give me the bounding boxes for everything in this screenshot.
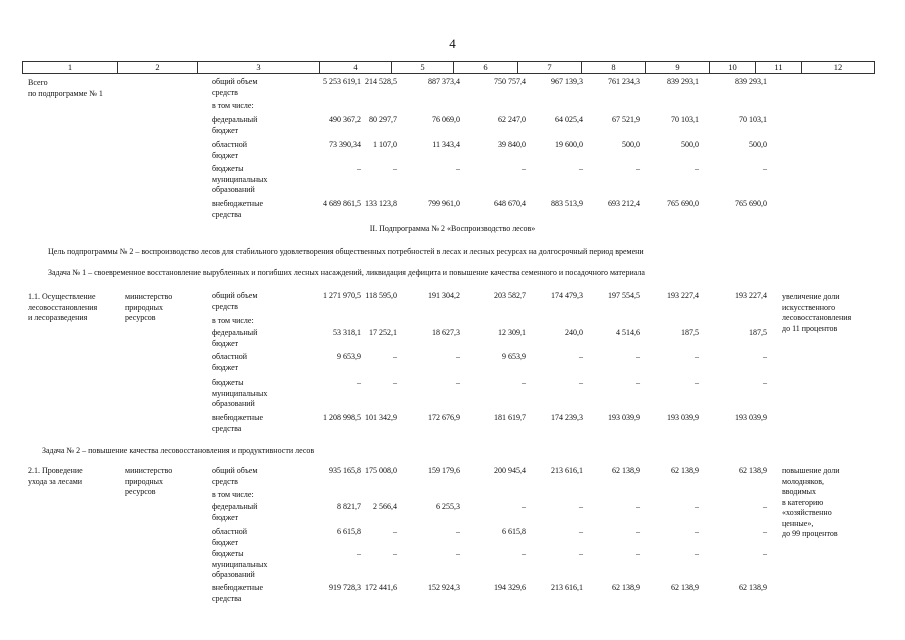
- item1-row-label: бюджеты муниципальных образований: [212, 378, 268, 408]
- header-col-8: 8: [582, 62, 646, 73]
- item1-executor: министерство природных ресурсов: [125, 292, 173, 322]
- total-value: 11 343,4: [432, 140, 460, 149]
- item2-value: 6 615,8: [502, 527, 526, 536]
- item1-value: –: [763, 352, 767, 361]
- item1-value: 9 653,9: [502, 352, 526, 361]
- task2-text: Задача № 2 – повышение качества лесовосстановления и продуктивности лесов: [42, 446, 315, 455]
- item1-value: 9 653,9: [337, 352, 361, 361]
- total-value: 80 297,7: [369, 115, 397, 124]
- item2-value: –: [357, 549, 361, 558]
- section-title: II. Подпрограмма № 2 «Воспроизводство лесов»: [369, 224, 536, 233]
- item2-value: –: [456, 527, 460, 536]
- item1-value: –: [695, 378, 699, 387]
- item1-row-label: областной бюджет: [212, 352, 248, 372]
- item1-value: 197 554,5: [608, 291, 640, 300]
- total-value: –: [636, 164, 640, 173]
- item1-value: –: [763, 378, 767, 387]
- total-value: 39 840,0: [498, 140, 526, 149]
- header-col-9: 9: [646, 62, 710, 73]
- header-col-7: 7: [518, 62, 582, 73]
- item2-value: 213 616,1: [551, 583, 583, 592]
- total-value: 500,0: [622, 140, 640, 149]
- total-value: –: [579, 164, 583, 173]
- item1-value: –: [636, 352, 640, 361]
- item1-row-label: в том числе:: [212, 316, 254, 325]
- item2-value: –: [763, 549, 767, 558]
- total-value: 500,0: [681, 140, 699, 149]
- item1-value: 12 309,1: [498, 328, 526, 337]
- item2-row-label: федеральный бюджет: [212, 502, 258, 522]
- item1-value: 193 039,9: [608, 413, 640, 422]
- total-row-label: федеральный бюджет: [212, 115, 258, 135]
- item2-result: повышение доли молодняков, вводимых в категорию «хозяйственно ценные», до 99 процентов: [782, 466, 840, 538]
- item2-value: 62 138,9: [739, 466, 767, 475]
- item1-value: –: [456, 378, 460, 387]
- item2-value: 152 924,3: [428, 583, 460, 592]
- item2-value: 6 615,8: [337, 527, 361, 536]
- item1-value: –: [456, 352, 460, 361]
- item2-value: –: [579, 502, 583, 511]
- item2-value: –: [456, 549, 460, 558]
- total-value: 67 521,9: [612, 115, 640, 124]
- item2-row-label: бюджеты муниципальных образований: [212, 549, 268, 579]
- item1-value: –: [393, 352, 397, 361]
- total-value: 693 212,4: [608, 199, 640, 208]
- item1-value: 240,0: [565, 328, 583, 337]
- item1-value: 53 318,1: [333, 328, 361, 337]
- item1-value: –: [579, 378, 583, 387]
- total-value: 765 690,0: [735, 199, 767, 208]
- item1-value: –: [636, 378, 640, 387]
- page-number: 4: [449, 36, 456, 51]
- item1-row-label: внебюджетные средства: [212, 413, 263, 433]
- item1-value: 1 208 998,5: [323, 413, 361, 422]
- total-value: 750 757,4: [494, 77, 526, 86]
- item2-value: 172 441,6: [365, 583, 397, 592]
- total-value: –: [393, 164, 397, 173]
- total-value: 765 690,0: [667, 199, 699, 208]
- total-value: 70 103,1: [671, 115, 699, 124]
- total-row-label: областной бюджет: [212, 140, 248, 160]
- total-value: 64 025,4: [555, 115, 583, 124]
- item2-value: 62 138,9: [739, 583, 767, 592]
- item1-value: –: [393, 378, 397, 387]
- item1-value: 193 039,9: [667, 413, 699, 422]
- total-row-label: внебюджетные средства: [212, 199, 263, 219]
- item2-value: 6 255,3: [436, 502, 460, 511]
- total-value: 761 234,3: [608, 77, 640, 86]
- item2-value: 159 179,6: [428, 466, 460, 475]
- total-value: 70 103,1: [739, 115, 767, 124]
- task1-text: Задача № 1 – своевременное восстановление вырубленных и погибших лесных насаждений, ликвидация дефицита и повышение качества семенного и посадочного материала: [48, 268, 645, 277]
- item1-row-label: общий объем средств: [212, 291, 258, 311]
- item2-value: 2 566,4: [373, 502, 397, 511]
- total-row-label: бюджеты муниципальных образований: [212, 164, 268, 194]
- item1-value: 193 227,4: [667, 291, 699, 300]
- item1-value: 1 271 970,5: [323, 291, 361, 300]
- table-header-row: [22, 61, 875, 74]
- total-value: 4 689 861,5: [323, 199, 361, 208]
- total-value: 76 069,0: [432, 115, 460, 124]
- item1-value: 181 619,7: [494, 413, 526, 422]
- total-value: –: [456, 164, 460, 173]
- item2-value: 62 138,9: [671, 466, 699, 475]
- header-col-1: 1: [23, 62, 118, 73]
- item1-value: 101 342,9: [365, 413, 397, 422]
- item2-value: 213 616,1: [551, 466, 583, 475]
- item1-value: –: [522, 378, 526, 387]
- item2-value: 62 138,9: [612, 583, 640, 592]
- total-value: 62 247,0: [498, 115, 526, 124]
- item1-value: 187,5: [681, 328, 699, 337]
- item1-value: 193 039,9: [735, 413, 767, 422]
- item2-value: –: [393, 549, 397, 558]
- item2-value: –: [695, 549, 699, 558]
- item2-row-label: в том числе:: [212, 490, 254, 499]
- total-label: Всего по подпрограмме № 1: [28, 78, 103, 98]
- item1-value: 18 627,3: [432, 328, 460, 337]
- item1-value: –: [579, 352, 583, 361]
- item2-value: –: [636, 502, 640, 511]
- total-value: 887 373,4: [428, 77, 460, 86]
- item2-value: –: [695, 502, 699, 511]
- item1-value: 17 252,1: [369, 328, 397, 337]
- total-value: 133 123,8: [365, 199, 397, 208]
- item1-value: 174 239,3: [551, 413, 583, 422]
- item1-value: 191 304,2: [428, 291, 460, 300]
- total-row-label: в том числе:: [212, 101, 254, 110]
- item2-value: –: [763, 502, 767, 511]
- total-value: 19 600,0: [555, 140, 583, 149]
- item2-value: 62 138,9: [671, 583, 699, 592]
- header-col-2: 2: [118, 62, 198, 73]
- total-value: 839 293,1: [735, 77, 767, 86]
- item2-value: 8 821,7: [337, 502, 361, 511]
- total-value: 5 253 619,1: [323, 77, 361, 86]
- total-value: –: [763, 164, 767, 173]
- item2-value: 200 945,4: [494, 466, 526, 475]
- item2-row-label: общий объем средств: [212, 466, 258, 486]
- header-col-4: 4: [320, 62, 392, 73]
- item2-value: –: [695, 527, 699, 536]
- item2-row-label: внебюджетные средства: [212, 583, 263, 603]
- total-row-label: общий объем средств: [212, 77, 258, 97]
- item1-value: –: [357, 378, 361, 387]
- total-value: –: [522, 164, 526, 173]
- goal-text: Цель подпрограммы № 2 – воспроизводство лесов для стабильного удовлетворения общественных потребностей в лесах и лесных ресурсах на долгосрочный период времени: [48, 247, 644, 256]
- item2-executor: министерство природных ресурсов: [125, 466, 173, 496]
- item1-value: 4 514,6: [616, 328, 640, 337]
- item2-value: –: [579, 527, 583, 536]
- item2-value: –: [393, 527, 397, 536]
- total-value: 648 670,4: [494, 199, 526, 208]
- item2-value: 62 138,9: [612, 466, 640, 475]
- header-col-3: 3: [198, 62, 320, 73]
- item2-value: –: [522, 502, 526, 511]
- item1-name: 1.1. Осуществление лесовосстановления и лесоразведения: [28, 292, 98, 322]
- total-value: 490 367,2: [329, 115, 361, 124]
- item2-value: –: [636, 527, 640, 536]
- item2-value: –: [636, 549, 640, 558]
- header-col-12: 12: [833, 62, 843, 72]
- header-col-10: 10: [710, 62, 756, 73]
- item2-value: –: [579, 549, 583, 558]
- total-value: 214 528,5: [365, 77, 397, 86]
- item1-value: –: [695, 352, 699, 361]
- item2-value: 919 728,3: [329, 583, 361, 592]
- total-value: 799 961,0: [428, 199, 460, 208]
- item1-value: 187,5: [749, 328, 767, 337]
- item2-value: 935 165,8: [329, 466, 361, 475]
- header-col-5: 5: [392, 62, 454, 73]
- total-value: –: [695, 164, 699, 173]
- item2-value: 194 329,6: [494, 583, 526, 592]
- item1-value: 118 595,0: [365, 291, 397, 300]
- item1-value: 174 479,3: [551, 291, 583, 300]
- item2-value: –: [522, 549, 526, 558]
- total-value: 967 139,3: [551, 77, 583, 86]
- total-value: 73 390,34: [329, 140, 361, 149]
- item1-result: увеличение доли искусственного лесовосстановления до 11 процентов: [782, 292, 852, 333]
- item1-row-label: федеральный бюджет: [212, 328, 258, 348]
- item2-row-label: областной бюджет: [212, 527, 248, 547]
- item2-value: 175 008,0: [365, 466, 397, 475]
- header-col-6: 6: [454, 62, 518, 73]
- header-col-11: 11: [756, 62, 802, 73]
- item1-value: 203 582,7: [494, 291, 526, 300]
- total-value: 839 293,1: [667, 77, 699, 86]
- item2-name: 2.1. Проведение ухода за лесами: [28, 466, 83, 486]
- item1-value: 193 227,4: [735, 291, 767, 300]
- item1-value: 172 676,9: [428, 413, 460, 422]
- item2-value: –: [763, 527, 767, 536]
- total-value: –: [357, 164, 361, 173]
- total-value: 883 513,9: [551, 199, 583, 208]
- total-value: 1 107,0: [373, 140, 397, 149]
- total-value: 500,0: [749, 140, 767, 149]
